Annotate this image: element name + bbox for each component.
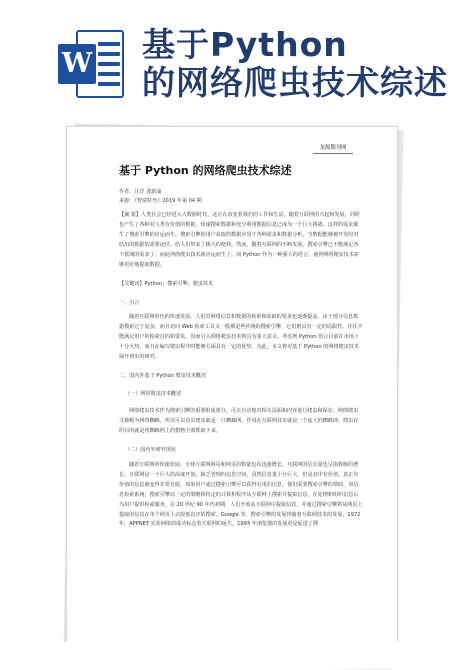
journal-name: 龙源期刊网 (313, 143, 353, 154)
subsection-2-paragraph: 随着互联网的快速发展，全球互联网网站和网页的数量也在迅速增长，互联网的信息量也呈指数级的增长。互联网是一个巨大的高度开放、缺乏管理的信息空间，虽然信息量十分巨大，但是其中有价值、真正有价值的信息就变得非常有限。如果用户通过搜索引擎可以获得有用的信息，他们需要搜索引擎的帮助，如信息检索系统，搜索引擎以一定的策略和特定的计算机程序从互联网上搜索并提取信息，在处理和组织信息后为用户提供检索服务。在 20 世纪 90 年代初期，人们开始从互联网中提取信息，并通过搜索引擎将从网页上提取的信息在单个网页上以较低次序的搜索。Google 等。搜索引擎的发展伴随着互联网技术的发展。1972 年，APPNET 实验网络的成功标志着互联网的诞生。1993 年浏览器的发展更是促进了搜 (119, 462, 363, 528)
banner-title-line1: 基于Python (142, 25, 348, 64)
section-1-heading: 一、引言 (119, 300, 140, 306)
subsection-1-paragraph: 网络爬虫技术作为搜索引擎的重要组成部分，可以自动地对相关页面和内容进行爬虫和保存。网络爬虫又被称为网络蜘蛛，所以可以看出爬虫就是一只蜘蛛网。作用在互联网其实就是一个庞大的蜘蛛网。爬虫在的目的就是将蜘蛛网上的猎物全部抓取下来。 (119, 408, 359, 434)
section-2-heading: 二、国内外基于 Python 爬虫技术概况 (119, 373, 207, 379)
document-page (66, 126, 398, 664)
abstract-paragraph: 【摘 要】人类社会已经进入大数据时代，这正在改变着我们的工作和生活。随着互联网的兴起和发展，同时也产生了各种对人类有价值的数据，快速搜索数据和充分利用数据信息已成为一个巨大挑战。这样的需求催生了搜索引擎的应运而生。搜索引擎的用户获取的数据应用于各种需求和数据分析，当数据能够被开发时对给出的数据的需要途径。给人们带来了极大的便利。然而，随着互联网的不断发展，搜索引擎已不能满足各个领域的需求了，而此网络爬虫技术就应运而生了。而 Python 作为一种强大的语言，使得网络爬虫技术索够更好地提取数据。 (119, 212, 361, 268)
keywords-line: 【关键词】Python；搜索引擎；爬虫技术 (119, 281, 214, 287)
word-document-icon (58, 30, 124, 98)
document-title: 基于 Python 的网络爬虫技术综述 (119, 164, 292, 177)
banner-title (142, 26, 448, 102)
word-logo-badge: W (58, 44, 96, 84)
banner (0, 0, 474, 124)
section-1-paragraph: 随着互联网时代的快速发展，人们对网络信息和数据的检索和获取的要求也逐渐提高。由于部分信息数据模索过于复杂，而且访问 Web 检索工具又一般都是些传统的搜索引擎，它们则具有一定的局限性。往往不能满足用户的检索目的和要求，因而引入网络爬虫技术则具有重大意义。考虑到 Python 语言目前在市场上十分火热，而且在编写爬虫程序时能够方面具有一定的优势。为此，本文将对基于 Python 的网络爬虫技术展开初步的研究。 (119, 314, 363, 360)
source-line: 来源：《智富时代》2019 年第 04 期 (119, 198, 202, 204)
banner-title-line2: 的网络爬虫技术综述 (142, 63, 448, 102)
author-line: 作者：江洋 龚新涌 (119, 189, 162, 195)
bottom-whitespace (0, 642, 474, 669)
subsection-1-heading: （一）网络爬虫技术概述 (125, 391, 182, 397)
subsection-2-heading: （二）国内外研究现状 (125, 447, 176, 453)
